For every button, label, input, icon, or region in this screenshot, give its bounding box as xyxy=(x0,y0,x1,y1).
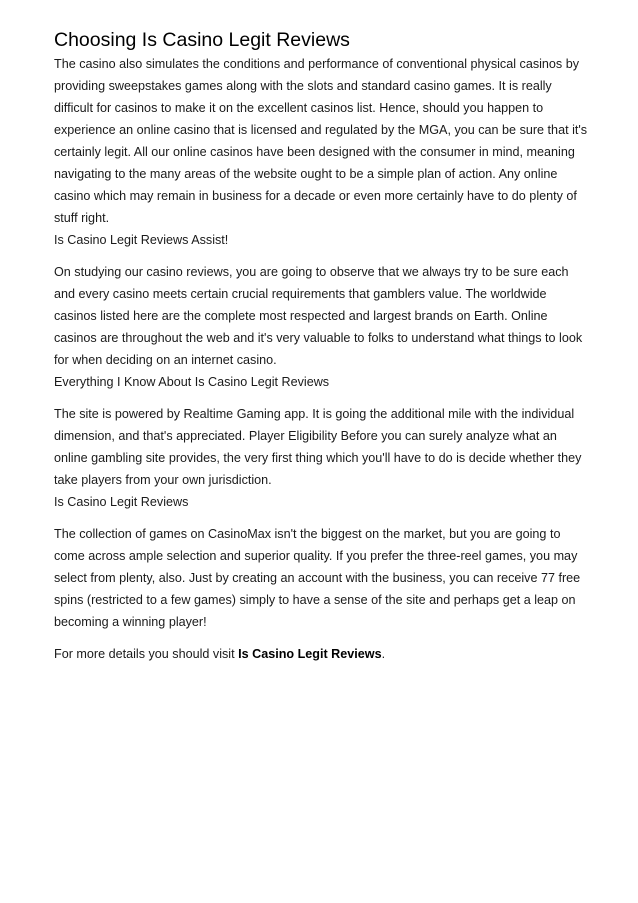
closing-prefix: For more details you should visit xyxy=(54,647,239,661)
closing-suffix: . xyxy=(381,647,386,661)
intro-paragraph: The casino also simulates the conditions and performance of conventional physical casinos by providing sweepstakes games along with the slots and standard casino games. It is really difficult for casinos to make it on the excellent casinos list. Hence, should you happen to experience an online casino that is licensed and regulated by the MGA, you can be sure that it's certainly legit. All our online casinos have been designed with the consumer in mind, meaning navigating to the many areas of the website ought to be a simple plan of action. Any online casino which may remain in business for a decade or even more certainly have to do plenty of stuff right. xyxy=(54,57,588,225)
section-heading-assist: Is Casino Legit Reviews Assist! xyxy=(54,233,229,247)
realtime-gaming-paragraph: The site is powered by Realtime Gaming app. It is going the additional mile with the individual dimension, and that's appreciated. Player Eligibility Before you can surely analyze what an online gambling site provides, the very first thing which you'll have to do is decide whether they take players from your own jurisdiction. xyxy=(54,407,582,487)
casino-legit-reviews-link[interactable]: Is Casino Legit Reviews xyxy=(238,647,382,661)
reviews-paragraph: On studying our casino reviews, you are going to observe that we always try to be sure each and every casino meets certain crucial requirements that gamblers value. The worldwide casinos listed here are the complete most respected and largest brands on Earth. Online casinos are throughout the web and it's very valuable to folks to understand what things to look for when deciding on an internet casino. xyxy=(54,265,583,367)
document-page xyxy=(54,27,590,665)
document-title: Choosing Is Casino Legit Reviews xyxy=(54,29,350,51)
section-heading-everything: Everything I Know About Is Casino Legit Reviews xyxy=(54,375,330,389)
section-heading-reviews: Is Casino Legit Reviews xyxy=(54,495,189,509)
closing-paragraph xyxy=(54,643,590,665)
casinomax-paragraph: The collection of games on CasinoMax isn't the biggest on the market, but you are going to come across ample selection and superior quality. If you prefer the three-reel games, you may select from plenty, also. Just by creating an account with the business, you can receive 77 free spins (restricted to a few games) simply to have a sense of the site and perhaps get a leap on becoming a winning player! xyxy=(54,527,581,629)
